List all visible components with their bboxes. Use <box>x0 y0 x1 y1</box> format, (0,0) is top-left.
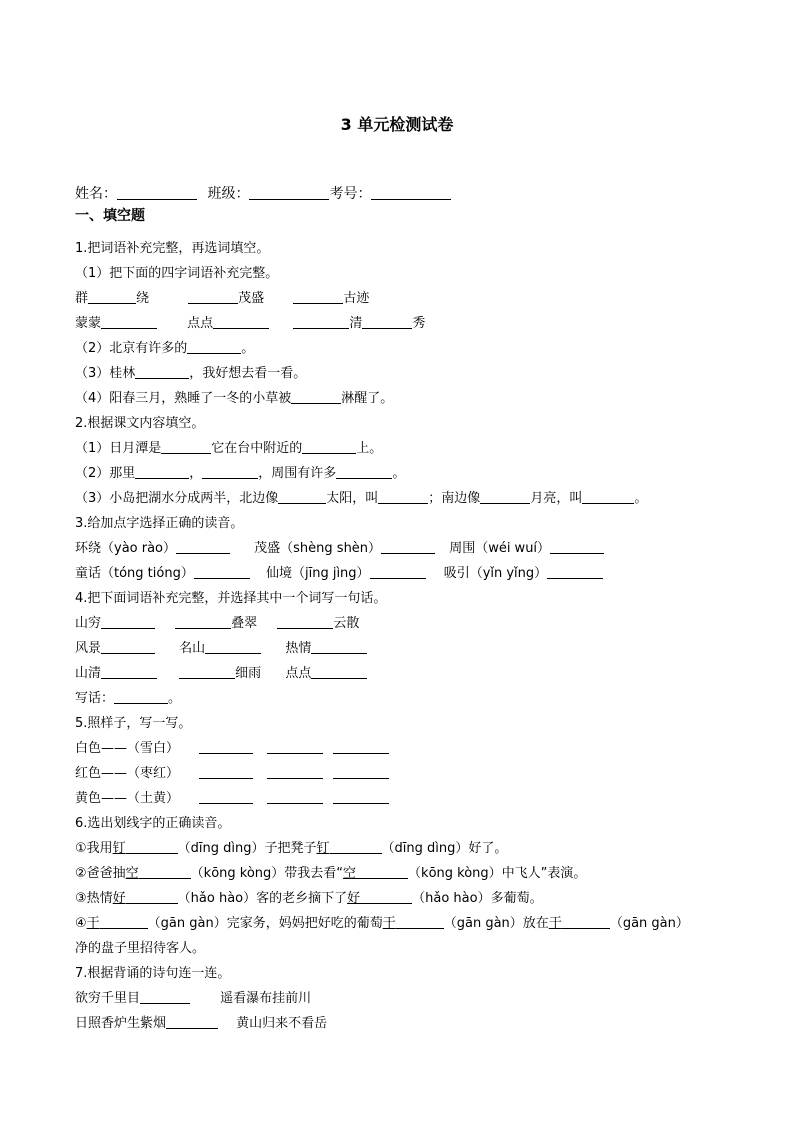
word: 云散 <box>333 616 360 631</box>
answer-blank[interactable] <box>176 540 230 554</box>
class-label: 班级： <box>207 186 250 202</box>
answer-blank[interactable] <box>139 865 191 879</box>
answer-blank[interactable] <box>336 465 392 479</box>
answer-blank[interactable] <box>291 390 341 404</box>
q1-sub4 <box>75 390 393 408</box>
sentence-text: ②爸爸抽 <box>75 866 126 881</box>
q4-row1 <box>75 615 359 633</box>
answer-blank[interactable] <box>547 565 603 579</box>
answer-blank[interactable] <box>126 890 178 904</box>
q1-row2 <box>75 315 425 333</box>
answer-blank[interactable] <box>88 290 136 304</box>
q7-stem: 7.根据背诵的诗句连一连。 <box>75 966 231 981</box>
poem-line: 欲穷千里目 <box>75 991 141 1006</box>
sentence-text: （gān gàn） <box>609 916 689 931</box>
answer-blank[interactable] <box>101 640 155 654</box>
answer-blank[interactable] <box>356 865 408 879</box>
sentence-text: （2）那里 <box>75 466 136 481</box>
answer-blank[interactable] <box>194 565 250 579</box>
sentence-text: 。 <box>241 341 255 356</box>
q3-row2 <box>75 565 603 583</box>
q6-line5: 净的盘子里招待客人。 <box>75 941 206 956</box>
sentence-text: （hǎo hào）客的老乡摘下了 <box>177 891 348 906</box>
sentence-text: ④ <box>75 916 87 931</box>
word: 群 <box>75 291 89 306</box>
answer-blank[interactable] <box>135 465 189 479</box>
example-word: 白色——（雪白） <box>75 741 180 756</box>
answer-blank[interactable] <box>582 490 634 504</box>
answer-blank[interactable] <box>550 540 604 554</box>
q1-sub1: （1）把下面的四字词语补充完整。 <box>75 266 279 281</box>
answer-blank[interactable] <box>277 615 333 629</box>
answer-blank[interactable] <box>311 640 367 654</box>
q3-row1 <box>75 540 604 558</box>
answer-blank[interactable] <box>333 765 389 779</box>
sentence-text: 。 <box>168 691 182 706</box>
answer-blank[interactable] <box>199 790 253 804</box>
write-label: 写话： <box>75 691 115 706</box>
q5-row <box>75 790 389 808</box>
sentence-text: （2）北京有许多的 <box>75 341 188 356</box>
q6-stem: 6.选出划线字的正确读音。 <box>75 816 231 831</box>
sentence-text: （kōng kòng）带我去看“ <box>190 866 344 881</box>
underlined-char: 空 <box>343 866 357 881</box>
sentence-text: （dīng dìng）子把凳子 <box>177 841 317 856</box>
answer-blank[interactable] <box>267 790 323 804</box>
q5-row <box>75 740 389 758</box>
q4-row3 <box>75 665 367 683</box>
q6-line3 <box>75 890 543 908</box>
q5-row <box>75 765 389 783</box>
answer-blank[interactable] <box>161 440 211 454</box>
sentence-text: ③热情 <box>75 891 113 906</box>
answer-blank[interactable] <box>187 340 241 354</box>
pinyin-item: 仙境（jīng jìng） <box>265 566 370 581</box>
answer-blank[interactable] <box>302 440 356 454</box>
student-info-row <box>75 185 451 203</box>
word: 名山 <box>179 641 206 656</box>
underlined-char: 干 <box>86 916 100 931</box>
word: 蒙蒙 <box>75 316 102 331</box>
sentence-text: 。 <box>392 466 406 481</box>
exam-label: 考号： <box>329 186 372 202</box>
pinyin-item: 童话（tóng tióng） <box>75 566 194 581</box>
answer-blank[interactable] <box>293 315 349 329</box>
sentence-text: （dīng dìng）好了。 <box>381 841 508 856</box>
answer-blank[interactable] <box>199 740 253 754</box>
sentence-text: （1）日月潭是 <box>75 441 162 456</box>
underlined-char: 空 <box>125 866 139 881</box>
q6-line2 <box>75 865 586 883</box>
sentence-text: （kōng kòng）中飞人”表演。 <box>408 866 587 881</box>
q7-row1 <box>75 990 311 1008</box>
pinyin-item: 环绕（yào rào） <box>75 541 177 556</box>
sentence-text: （4）阳春三月，熟睡了一冬的小草被 <box>75 391 292 406</box>
word: 点点 <box>285 666 312 681</box>
name-blank[interactable] <box>117 186 197 200</box>
answer-blank[interactable] <box>101 315 157 329</box>
answer-blank[interactable] <box>360 890 412 904</box>
answer-blank[interactable] <box>101 665 157 679</box>
underlined-char: 好 <box>112 891 126 906</box>
answer-blank[interactable] <box>135 365 189 379</box>
answer-blank[interactable] <box>213 315 269 329</box>
answer-blank[interactable] <box>362 315 412 329</box>
q2-sub2 <box>75 465 405 483</box>
answer-blank[interactable] <box>267 765 323 779</box>
q2-sub1 <box>75 440 382 458</box>
sentence-text: ，周围有许多 <box>258 466 337 481</box>
answer-blank[interactable] <box>333 740 389 754</box>
sentence-text: ，我好想去看一看。 <box>189 366 307 381</box>
answer-blank[interactable] <box>311 665 367 679</box>
poem-line[interactable]: 黄山归来不看岳 <box>236 1016 328 1031</box>
q4-stem: 4.把下面词语补充完整，并选择其中一个词写一句话。 <box>75 591 387 606</box>
sentence-text: （hǎo hào）多葡萄。 <box>412 891 543 906</box>
answer-blank[interactable] <box>381 540 435 554</box>
word: 点点 <box>187 316 214 331</box>
answer-blank[interactable] <box>370 565 426 579</box>
sentence-text: 它在台中附近的 <box>211 441 303 456</box>
word: 秀 <box>412 316 426 331</box>
sentence-text: 淋醒了。 <box>341 391 394 406</box>
answer-blank[interactable] <box>100 915 148 929</box>
underlined-char: 干 <box>382 916 396 931</box>
poem-line: 日照香炉生紫烟 <box>75 1016 167 1031</box>
answer-blank[interactable] <box>330 840 382 854</box>
answer-blank[interactable] <box>140 990 190 1004</box>
pinyin-item: 茂盛（shèng shèn） <box>254 541 382 556</box>
underlined-char: 好 <box>347 891 361 906</box>
answer-blank[interactable] <box>378 490 428 504</box>
poem-line[interactable]: 遥看瀑布挂前川 <box>220 991 312 1006</box>
q4-row2 <box>75 640 367 658</box>
word: 茂盛 <box>238 291 265 306</box>
answer-blank[interactable] <box>101 615 155 629</box>
q6-line1 <box>75 840 507 858</box>
sentence-text: 。 <box>634 491 648 506</box>
q6-line4 <box>75 915 689 933</box>
sentence-text: 太阳，叫 <box>326 491 379 506</box>
answer-blank[interactable] <box>126 840 178 854</box>
class-blank[interactable] <box>249 186 329 200</box>
word: 叠翠 <box>231 616 258 631</box>
pinyin-item: 吸引（yǐn yǐng） <box>443 566 548 581</box>
answer-blank[interactable] <box>267 740 323 754</box>
q2-sub3 <box>75 490 647 508</box>
answer-blank[interactable] <box>278 490 326 504</box>
q1-sub2 <box>75 340 254 358</box>
name-label: 姓名： <box>75 186 117 202</box>
answer-blank[interactable] <box>293 290 343 304</box>
answer-blank[interactable] <box>175 615 231 629</box>
sentence-text: ①我用 <box>75 841 113 856</box>
example-word: 黄色——（土黄） <box>75 791 180 806</box>
sentence-text: ， <box>189 466 203 481</box>
answer-blank[interactable] <box>480 490 530 504</box>
underlined-char: 钉 <box>316 841 330 856</box>
answer-blank[interactable] <box>199 765 253 779</box>
q1-row1 <box>75 290 369 308</box>
answer-blank[interactable] <box>562 915 610 929</box>
sentence-text: （3）桂林 <box>75 366 136 381</box>
q5-stem: 5.照样子，写一写。 <box>75 716 192 731</box>
underlined-char: 干 <box>548 916 562 931</box>
answer-blank[interactable] <box>114 690 168 704</box>
answer-blank[interactable] <box>179 665 235 679</box>
sentence-text: （gān gàn）放在 <box>443 916 549 931</box>
word: 热情 <box>285 641 312 656</box>
q2-stem: 2.根据课文内容填空。 <box>75 416 205 431</box>
sentence-text: （gān gàn）完家务，妈妈把好吃的葡萄 <box>147 916 383 931</box>
pinyin-item: 周围（wéi wuí） <box>449 541 551 556</box>
answer-blank[interactable] <box>202 465 258 479</box>
sentence-text: （3）小岛把湖水分成两半，北边像 <box>75 491 279 506</box>
word: 古迹 <box>343 291 370 306</box>
q1-stem: 1.把词语补充完整，再选词填空。 <box>75 241 270 256</box>
q3-stem: 3.给加点字选择正确的读音。 <box>75 516 244 531</box>
page-title: 3 单元检测试卷 <box>340 115 454 134</box>
exam-blank[interactable] <box>371 186 451 200</box>
word: 清 <box>349 316 363 331</box>
q1-sub3 <box>75 365 306 383</box>
answer-blank[interactable] <box>166 1015 218 1029</box>
example-word: 红色——（枣红） <box>75 766 180 781</box>
answer-blank[interactable] <box>205 640 261 654</box>
sentence-text: 月亮，叫 <box>530 491 583 506</box>
word: 绕 <box>136 291 150 306</box>
q7-row2 <box>75 1015 327 1033</box>
answer-blank[interactable] <box>188 290 238 304</box>
word: 山穷 <box>75 616 102 631</box>
section-heading: 一、填空题 <box>75 208 145 224</box>
sentence-text: 上。 <box>356 441 383 456</box>
answer-blank[interactable] <box>333 790 389 804</box>
q4-write <box>75 690 181 708</box>
sentence-text: ；南边像 <box>428 491 481 506</box>
word: 风景 <box>75 641 102 656</box>
underlined-char: 钉 <box>112 841 126 856</box>
answer-blank[interactable] <box>396 915 444 929</box>
word: 山清 <box>75 666 102 681</box>
word: 细雨 <box>235 666 262 681</box>
